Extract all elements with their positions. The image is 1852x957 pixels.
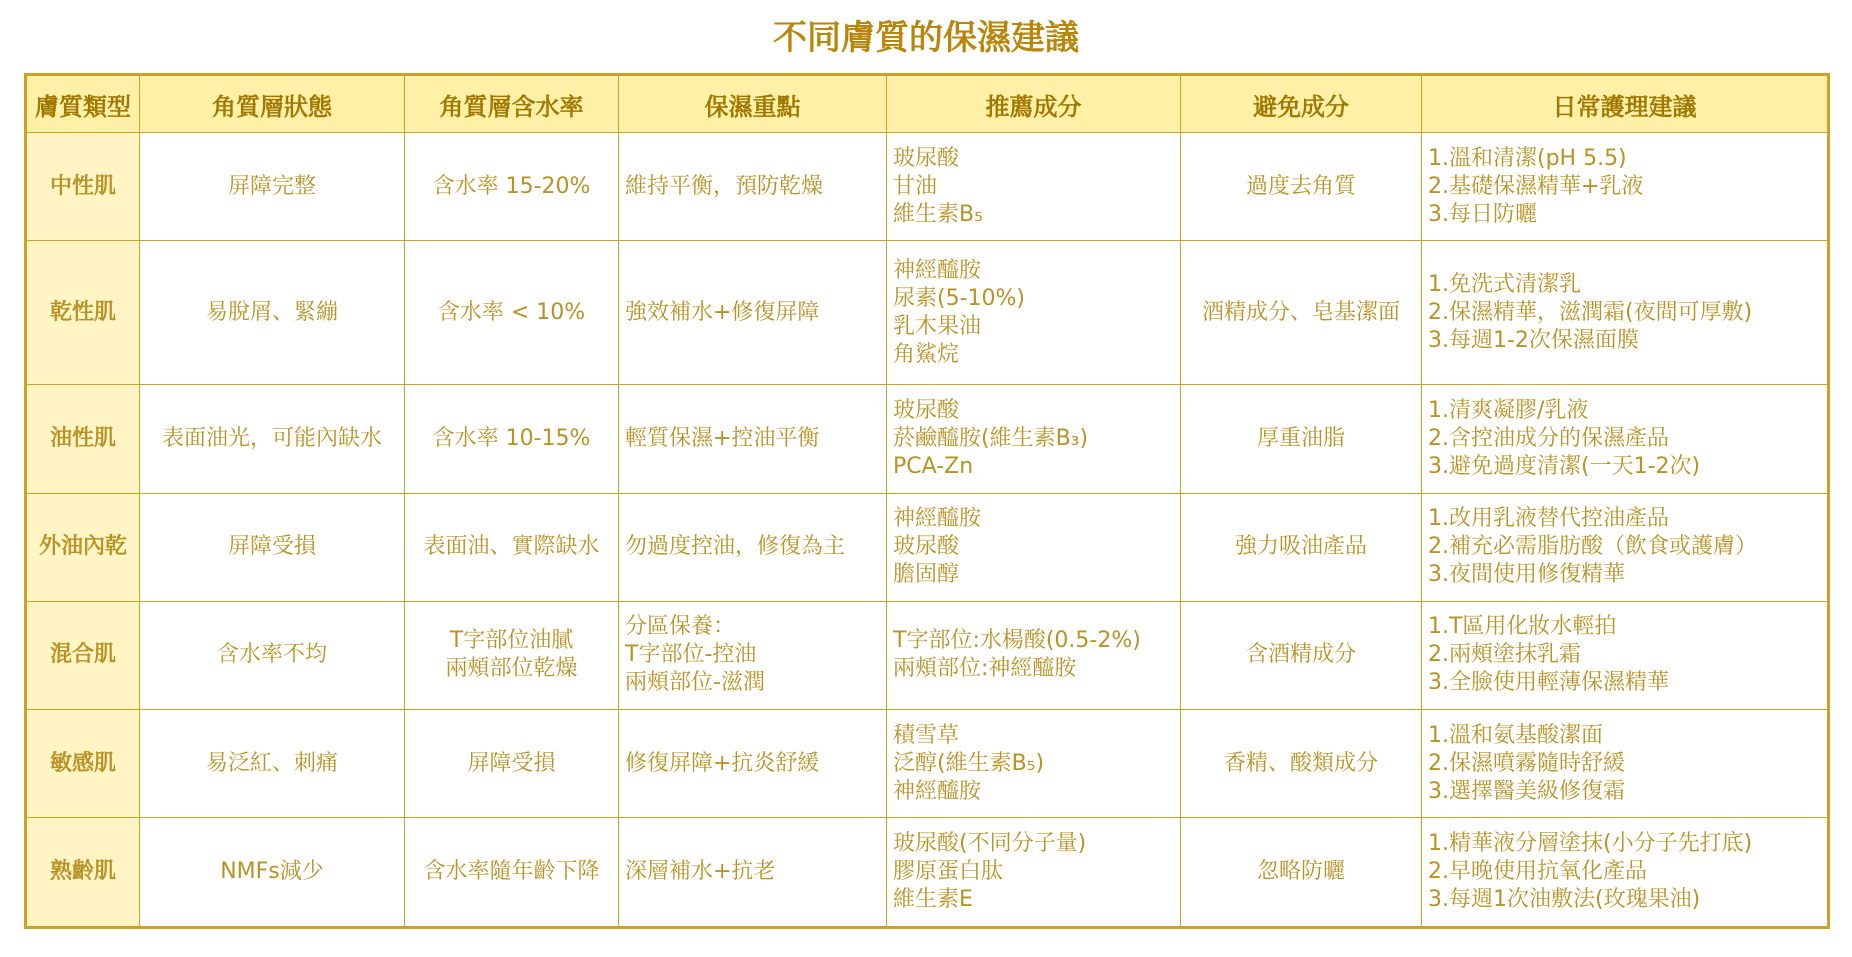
ingredients-cell-line: 泛醇(維生素B₅)	[893, 750, 1045, 776]
daily-care-cell-line: 1.溫和氨基酸潔面	[1428, 722, 1603, 748]
daily-care-cell-line: 3.全臉使用輕薄保濕精華	[1428, 670, 1669, 696]
moisture-rate-cell	[405, 241, 619, 385]
focus-cell	[619, 818, 887, 928]
daily-care-cell-line: 3.選擇醫美級修復霜	[1428, 778, 1625, 804]
focus-cell-line: 維持平衡，預防乾燥	[625, 173, 824, 199]
moisture-rate-cell	[405, 133, 619, 241]
ingredients-cell	[887, 241, 1181, 385]
ingredients-cell-line: 維生素E	[893, 887, 973, 913]
stratum-state-cell: NMFs減少	[140, 818, 405, 928]
ingredients-cell	[887, 601, 1181, 709]
table-row	[26, 601, 1829, 709]
table-row	[26, 493, 1829, 601]
page-title: 不同膚質的保濕建議	[773, 18, 1079, 58]
focus-cell	[619, 601, 887, 709]
header-focus: 保濕重點	[619, 75, 887, 133]
avoid-cell: 強力吸油產品	[1181, 493, 1422, 601]
focus-cell-line: T字部位-控油	[625, 642, 757, 668]
avoid-cell: 過度去角質	[1181, 133, 1422, 241]
header-ingredients: 推薦成分	[887, 75, 1181, 133]
daily-care-cell-line: 3.每日防曬	[1428, 201, 1537, 227]
stratum-state-cell: 易泛紅、刺痛	[140, 710, 405, 818]
daily-care-cell-line: 1.T區用化妝水輕拍	[1428, 614, 1617, 640]
daily-care-cell-line: 3.夜間使用修復精華	[1428, 562, 1625, 588]
daily-care-cell	[1422, 818, 1829, 928]
daily-care-cell-line: 1.改用乳液替代控油產品	[1428, 506, 1669, 532]
avoid-cell: 香精、酸類成分	[1181, 710, 1422, 818]
daily-care-cell-line: 2.含控油成分的保濕產品	[1428, 425, 1669, 451]
daily-care-cell	[1422, 710, 1829, 818]
ingredients-cell	[887, 385, 1181, 493]
skin-type-cell: 熟齡肌	[26, 818, 140, 928]
avoid-cell: 厚重油脂	[1181, 385, 1422, 493]
daily-care-cell	[1422, 493, 1829, 601]
ingredients-cell-line: 維生素B₅	[893, 201, 983, 227]
stratum-state-cell: 屏障完整	[140, 133, 405, 241]
skin-type-cell: 外油內乾	[26, 493, 140, 601]
ingredients-cell-line: 菸鹼醯胺(維生素B₃)	[893, 425, 1089, 451]
ingredients-cell-line: T字部位:水楊酸(0.5-2%)	[893, 628, 1141, 654]
focus-cell-line: 深層補水+抗老	[625, 859, 776, 885]
ingredients-cell-line: 神經醯胺	[893, 506, 982, 532]
moisture-rate-cell-line: T字部位油膩	[449, 628, 574, 654]
focus-cell-line: 強效補水+修復屏障	[625, 299, 820, 325]
avoid-cell: 忽略防曬	[1181, 818, 1422, 928]
focus-cell-line: 兩頰部位-滋潤	[625, 670, 765, 696]
table-row	[26, 818, 1829, 928]
daily-care-cell-line: 2.補充必需脂肪酸（飲食或護膚）	[1428, 534, 1757, 560]
ingredients-cell-line: 兩頰部位:神經醯胺	[893, 656, 1077, 682]
header-avoid: 避免成分	[1181, 75, 1422, 133]
moisture-rate-cell	[405, 818, 619, 928]
moisture-rate-cell	[405, 601, 619, 709]
ingredients-cell-line: 角鯊烷	[893, 341, 960, 367]
daily-care-cell-line: 2.基礎保濕精華+乳液	[1428, 173, 1644, 199]
focus-cell	[619, 385, 887, 493]
moisture-rate-cell	[405, 493, 619, 601]
focus-cell	[619, 241, 887, 385]
header-moisture-rate: 角質層含水率	[405, 75, 619, 133]
header-daily-care: 日常護理建議	[1422, 75, 1829, 133]
ingredients-cell	[887, 818, 1181, 928]
ingredients-cell-line: 玻尿酸	[893, 145, 960, 171]
moisture-rate-cell-line: 含水率 10-15%	[432, 425, 591, 451]
moisture-rate-cell-line: 屏障受損	[467, 750, 556, 776]
ingredients-cell-line: 尿素(5-10%)	[893, 285, 1026, 311]
stratum-state-cell: 屏障受損	[140, 493, 405, 601]
ingredients-cell-line: 膽固醇	[893, 562, 960, 588]
daily-care-cell-line: 3.每週1-2次保濕面膜	[1428, 327, 1639, 353]
daily-care-cell-line: 1.免洗式清潔乳	[1428, 271, 1581, 297]
ingredients-cell-line: PCA-Zn	[893, 453, 974, 479]
skin-type-cell: 敏感肌	[26, 710, 140, 818]
table-row	[26, 133, 1829, 241]
ingredients-cell-line: 膠原蛋白肽	[893, 859, 1004, 885]
skin-care-table	[24, 73, 1830, 929]
header-stratum-state: 角質層狀態	[140, 75, 405, 133]
moisture-rate-cell-line: 表面油、實際缺水	[423, 534, 600, 560]
focus-cell-line: 分區保養：	[625, 614, 736, 640]
daily-care-cell-line: 2.兩頰塗抹乳霜	[1428, 642, 1581, 668]
ingredients-cell-line: 乳木果油	[893, 313, 982, 339]
skin-type-cell: 油性肌	[26, 385, 140, 493]
daily-care-cell-line: 1.精華液分層塗抹(小分子先打底)	[1428, 831, 1753, 857]
focus-cell	[619, 133, 887, 241]
focus-cell	[619, 493, 887, 601]
moisture-rate-cell-line: 含水率 15-20%	[432, 173, 591, 199]
table-row	[26, 241, 1829, 385]
skin-type-cell: 中性肌	[26, 133, 140, 241]
ingredients-cell	[887, 493, 1181, 601]
ingredients-cell-line: 神經醯胺	[893, 257, 982, 283]
moisture-rate-cell-line: 兩頰部位乾燥	[445, 656, 578, 682]
focus-cell-line: 輕質保濕+控油平衡	[625, 425, 820, 451]
avoid-cell: 酒精成分、皂基潔面	[1181, 241, 1422, 385]
stratum-state-cell: 表面油光，可能內缺水	[140, 385, 405, 493]
moisture-rate-cell-line: 含水率隨年齡下降	[423, 859, 600, 885]
moisture-rate-cell-line: 含水率 < 10%	[437, 299, 586, 325]
avoid-cell: 含酒精成分	[1181, 601, 1422, 709]
ingredients-cell-line: 甘油	[893, 173, 938, 199]
ingredients-cell-line: 神經醯胺	[893, 778, 982, 804]
daily-care-cell-line: 1.清爽凝膠/乳液	[1428, 397, 1589, 423]
table-row	[26, 710, 1829, 818]
daily-care-cell	[1422, 133, 1829, 241]
ingredients-cell-line: 玻尿酸	[893, 534, 960, 560]
daily-care-cell-line: 3.每週1次油敷法(玫瑰果油)	[1428, 887, 1701, 913]
daily-care-cell-line: 1.溫和清潔(pH 5.5)	[1428, 145, 1627, 171]
focus-cell-line: 勿過度控油，修復為主	[625, 534, 846, 560]
header-row	[26, 75, 1829, 133]
skin-type-cell: 乾性肌	[26, 241, 140, 385]
ingredients-cell	[887, 710, 1181, 818]
daily-care-cell-line: 2.保濕噴霧隨時舒緩	[1428, 750, 1625, 776]
daily-care-cell	[1422, 601, 1829, 709]
daily-care-cell-line: 3.避免過度清潔(一天1-2次)	[1428, 453, 1701, 479]
daily-care-cell-line: 2.保濕精華，滋潤霜(夜間可厚敷)	[1428, 299, 1753, 325]
table-row	[26, 385, 1829, 493]
moisture-rate-cell	[405, 385, 619, 493]
daily-care-cell	[1422, 241, 1829, 385]
ingredients-cell-line: 積雪草	[893, 722, 960, 748]
ingredients-cell-line: 玻尿酸(不同分子量)	[893, 831, 1087, 857]
ingredients-cell	[887, 133, 1181, 241]
stratum-state-cell: 含水率不均	[140, 601, 405, 709]
daily-care-cell-line: 2.早晚使用抗氧化產品	[1428, 859, 1647, 885]
header-skin-type: 膚質類型	[26, 75, 140, 133]
ingredients-cell-line: 玻尿酸	[893, 397, 960, 423]
moisture-rate-cell	[405, 710, 619, 818]
focus-cell	[619, 710, 887, 818]
daily-care-cell	[1422, 385, 1829, 493]
skin-type-cell: 混合肌	[26, 601, 140, 709]
focus-cell-line: 修復屏障+抗炎舒緩	[625, 750, 820, 776]
stratum-state-cell: 易脫屑、緊繃	[140, 241, 405, 385]
